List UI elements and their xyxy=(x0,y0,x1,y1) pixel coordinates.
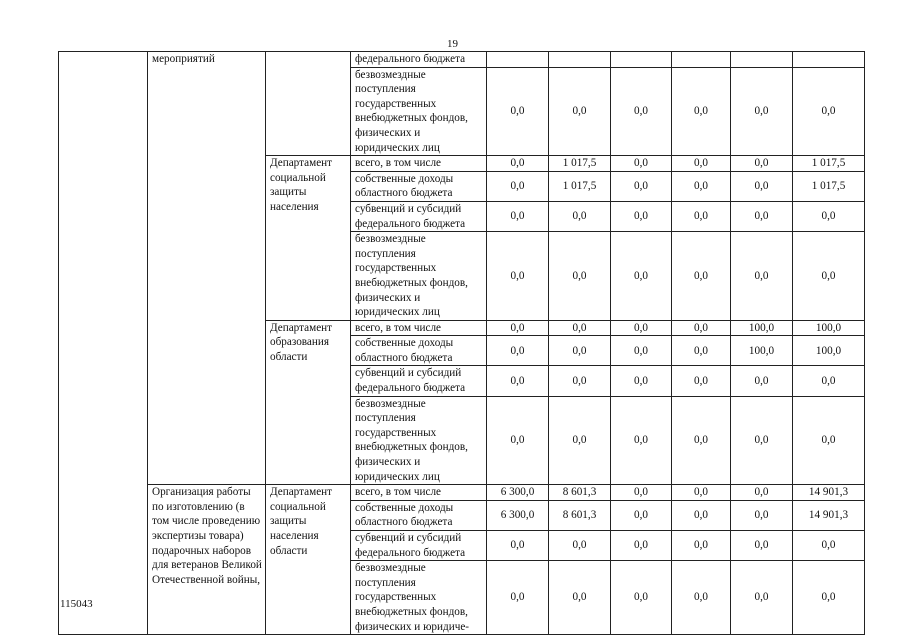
source-cell: федерального бюджета xyxy=(351,52,487,68)
value-cell: 0,0 xyxy=(731,171,793,201)
value-cell: 0,0 xyxy=(731,67,793,156)
value-cell: 0,0 xyxy=(549,531,611,561)
value-cell: 0,0 xyxy=(793,67,865,156)
value-cell: 0,0 xyxy=(549,201,611,231)
value-cell: 0,0 xyxy=(793,396,865,485)
number-cell xyxy=(59,52,148,635)
value-cell: 100,0 xyxy=(731,336,793,366)
value-cell xyxy=(672,52,731,68)
event-cell: Организация работы по изготовлению (в том числе проведению экспертизы товара) подарочных наборов для ветеранов Великой Отечественной войны, xyxy=(148,485,266,635)
value-cell: 100,0 xyxy=(793,336,865,366)
value-cell: 0,0 xyxy=(793,366,865,396)
value-cell: 0,0 xyxy=(731,500,793,530)
table-row xyxy=(59,52,865,68)
value-cell: 0,0 xyxy=(611,201,672,231)
value-cell: 0,0 xyxy=(672,485,731,501)
value-cell: 0,0 xyxy=(611,232,672,321)
value-cell: 0,0 xyxy=(549,320,611,336)
document-code: 115043 xyxy=(60,598,93,610)
value-cell: 0,0 xyxy=(731,232,793,321)
value-cell: 0,0 xyxy=(611,485,672,501)
value-cell: 0,0 xyxy=(672,561,731,635)
value-cell: 0,0 xyxy=(672,201,731,231)
value-cell: 100,0 xyxy=(731,320,793,336)
value-cell: 14 901,3 xyxy=(793,485,865,501)
value-cell: 0,0 xyxy=(731,485,793,501)
value-cell: 6 300,0 xyxy=(487,485,549,501)
value-cell: 0,0 xyxy=(487,366,549,396)
source-cell: собственные доходы областного бюджета xyxy=(351,336,487,366)
value-cell: 0,0 xyxy=(611,500,672,530)
source-cell: безвозмездные поступления государственных внебюджетных фондов, физических и юридических лиц xyxy=(351,396,487,485)
department-cell: Департамент образования области xyxy=(266,320,351,485)
value-cell: 0,0 xyxy=(487,396,549,485)
value-cell: 0,0 xyxy=(549,561,611,635)
source-cell: субвенций и субсидий федерального бюджета xyxy=(351,201,487,231)
value-cell: 0,0 xyxy=(487,320,549,336)
value-cell: 0,0 xyxy=(793,201,865,231)
value-cell: 0,0 xyxy=(487,201,549,231)
value-cell: 0,0 xyxy=(487,156,549,172)
value-cell: 0,0 xyxy=(672,366,731,396)
value-cell xyxy=(611,52,672,68)
value-cell: 0,0 xyxy=(731,201,793,231)
value-cell xyxy=(487,52,549,68)
value-cell: 14 901,3 xyxy=(793,500,865,530)
value-cell: 0,0 xyxy=(611,171,672,201)
value-cell: 0,0 xyxy=(731,561,793,635)
value-cell: 100,0 xyxy=(793,320,865,336)
source-cell: субвенций и субсидий федерального бюджета xyxy=(351,531,487,561)
value-cell: 0,0 xyxy=(549,67,611,156)
value-cell: 6 300,0 xyxy=(487,500,549,530)
value-cell: 0,0 xyxy=(672,232,731,321)
value-cell: 1 017,5 xyxy=(549,171,611,201)
source-cell: собственные доходы областного бюджета xyxy=(351,171,487,201)
value-cell: 0,0 xyxy=(731,156,793,172)
source-cell: всего, в том числе xyxy=(351,320,487,336)
value-cell: 0,0 xyxy=(487,531,549,561)
value-cell: 8 601,3 xyxy=(549,500,611,530)
value-cell: 0,0 xyxy=(611,320,672,336)
value-cell: 0,0 xyxy=(672,320,731,336)
value-cell: 1 017,5 xyxy=(793,156,865,172)
value-cell: 1 017,5 xyxy=(793,171,865,201)
value-cell: 0,0 xyxy=(731,531,793,561)
value-cell: 0,0 xyxy=(487,171,549,201)
value-cell: 0,0 xyxy=(611,396,672,485)
value-cell: 8 601,3 xyxy=(549,485,611,501)
source-cell: собственные доходы областного бюджета xyxy=(351,500,487,530)
value-cell: 0,0 xyxy=(487,232,549,321)
value-cell: 0,0 xyxy=(549,366,611,396)
department-cell xyxy=(266,52,351,156)
department-cell: Департамент социальной защиты населения xyxy=(266,156,351,321)
value-cell: 0,0 xyxy=(672,336,731,366)
value-cell: 0,0 xyxy=(487,336,549,366)
value-cell: 0,0 xyxy=(672,531,731,561)
source-cell: безвозмездные поступления государственных внебюджетных фондов, физических и юридических лиц xyxy=(351,67,487,156)
page-number: 19 xyxy=(447,38,458,50)
value-cell: 0,0 xyxy=(611,67,672,156)
value-cell: 0,0 xyxy=(549,336,611,366)
source-cell: всего, в том числе xyxy=(351,156,487,172)
source-cell: субвенций и субсидий федерального бюджета xyxy=(351,366,487,396)
value-cell: 0,0 xyxy=(672,500,731,530)
value-cell: 0,0 xyxy=(549,396,611,485)
value-cell: 0,0 xyxy=(793,561,865,635)
value-cell: 0,0 xyxy=(611,366,672,396)
value-cell: 0,0 xyxy=(487,67,549,156)
value-cell: 0,0 xyxy=(611,531,672,561)
source-cell: безвозмездные поступления государственных внебюджетных фондов, физических и юридических лиц xyxy=(351,232,487,321)
value-cell: 0,0 xyxy=(672,156,731,172)
value-cell: 0,0 xyxy=(793,531,865,561)
value-cell: 0,0 xyxy=(731,366,793,396)
source-cell: безвозмездные поступления государственных внебюджетных фондов, физических и юридиче- xyxy=(351,561,487,635)
value-cell: 0,0 xyxy=(672,396,731,485)
value-cell: 0,0 xyxy=(672,67,731,156)
value-cell: 0,0 xyxy=(731,396,793,485)
event-cell: мероприятий xyxy=(148,52,266,485)
budget-table xyxy=(58,51,865,635)
department-cell: Департамент социальной защиты населения области xyxy=(266,485,351,635)
value-cell: 1 017,5 xyxy=(549,156,611,172)
value-cell: 0,0 xyxy=(487,561,549,635)
value-cell xyxy=(731,52,793,68)
value-cell: 0,0 xyxy=(611,336,672,366)
value-cell xyxy=(549,52,611,68)
source-cell: всего, в том числе xyxy=(351,485,487,501)
value-cell xyxy=(793,52,865,68)
value-cell: 0,0 xyxy=(672,171,731,201)
value-cell: 0,0 xyxy=(611,561,672,635)
table-row xyxy=(59,485,865,501)
value-cell: 0,0 xyxy=(549,232,611,321)
value-cell: 0,0 xyxy=(611,156,672,172)
value-cell: 0,0 xyxy=(793,232,865,321)
